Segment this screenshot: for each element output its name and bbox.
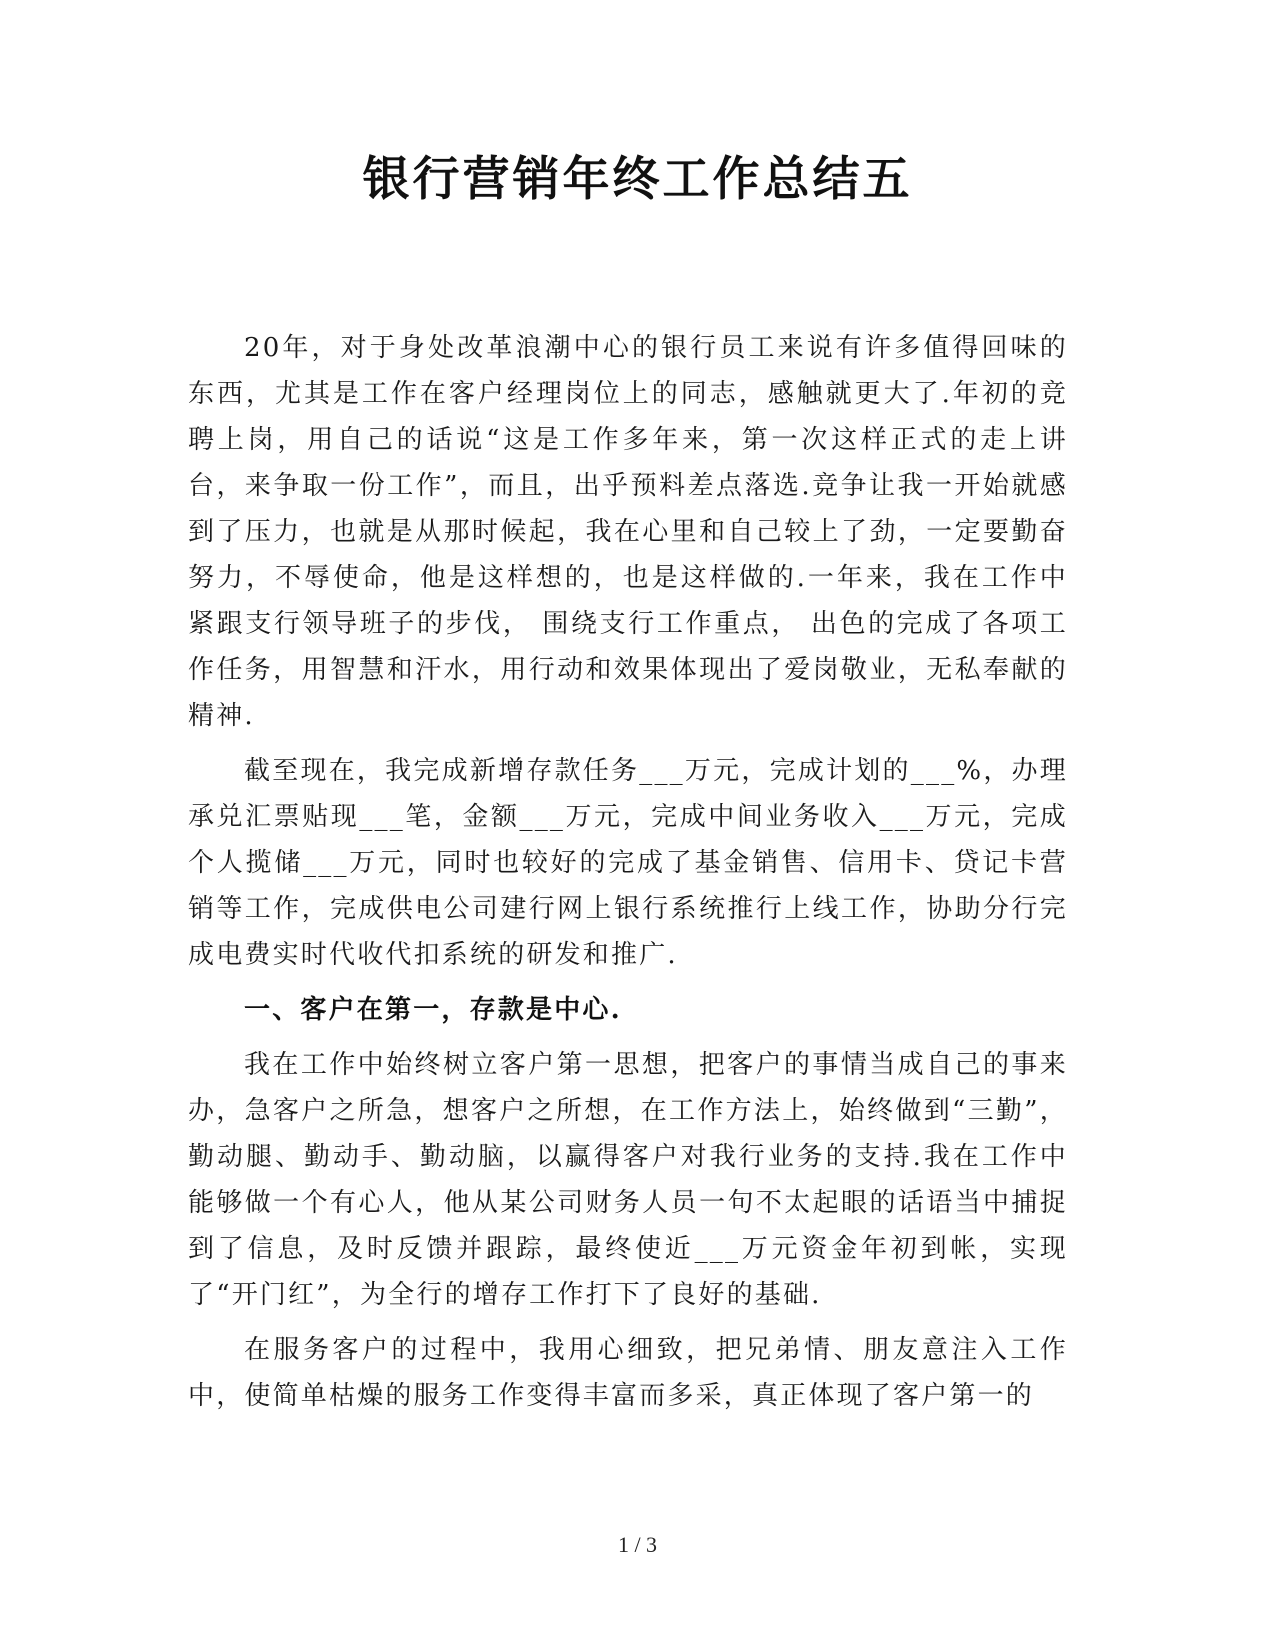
body-paragraph: 20年，对于身处改革浪潮中心的银行员工来说有许多值得回味的东西，尤其是工作在客户经理岗位上的同志，感触就更大了.年初的竞聘上岗，用自己的话说“这是工作多年来，第一次这样正式的走上讲台，来争取一份工作”，而且，出乎预料差点落选.竞争让我一开始就感到了压力，也就是从那时候起，我在心里和自己较上了劲，一定要勤奋努力，不辱使命，他是这样想的，也是这样做的.一年来，我在工作中紧跟支行领导班子的步伐， 围绕支行工作重点， 出色的完成了各项工作任务，用智慧和汗水，用行动和效果体现出了爱岗敬业，无私奉献的精神. (188, 333, 1068, 731)
document-title: 银行营销年终工作总结五 (362, 152, 913, 207)
body-paragraph: 在服务客户的过程中，我用心细致，把兄弟情、朋友意注入工作中，使简单枯燥的服务工作变得丰富而多采，真正体现了客户第一的 (188, 1335, 1068, 1411)
body-paragraph: 我在工作中始终树立客户第一思想，把客户的事情当成自己的事来办，急客户之所急，想客户之所想，在工作方法上，始终做到“三勤”，勤动腿、勤动手、勤动脑，以赢得客户对我行业务的支持.我在工作中能够做一个有心人，他从某公司财务人员一句不太起眼的话语当中捕捉到了信息，及时反馈并跟踪，最终使近___万元资金年初到帐，实现了“开门红”，为全行的增存工作打下了良好的基础. (188, 1050, 1068, 1310)
document-body (188, 325, 1068, 1428)
page-number: 1 / 3 (617, 1532, 658, 1557)
section-heading: 一、客户在第一，存款是中心. (244, 995, 622, 1025)
body-paragraph: 截至现在，我完成新增存款任务___万元，完成计划的___%，办理承兑汇票贴现___笔，金额___万元，完成中间业务收入___万元，完成个人揽储___万元，同时也较好的完成了基金销售、信用卡、贷记卡营销等工作，完成供电公司建行网上银行系统推行上线工作，协助分行完成电费实时代收代扣系统的研发和推广. (188, 756, 1068, 970)
